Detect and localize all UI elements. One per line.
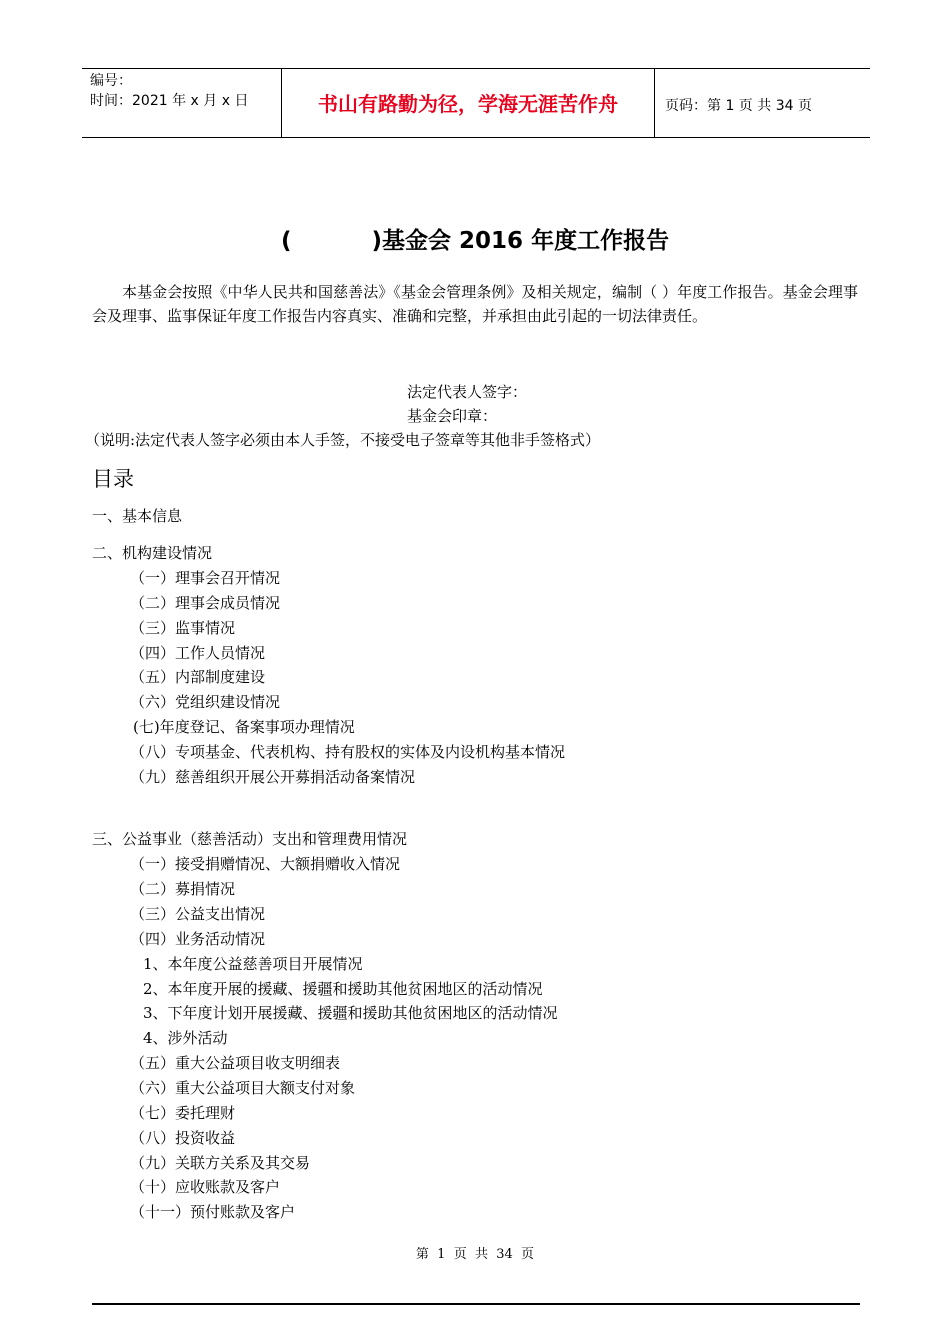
toc-item[interactable]: 4、涉外活动 xyxy=(143,1029,228,1047)
toc-item[interactable]: 一、基本信息 xyxy=(92,507,183,525)
toc-item[interactable]: （五）内部制度建设 xyxy=(130,668,266,686)
footer-page-number: 第 1 页 共 34 页 xyxy=(415,1247,535,1262)
header-cell-meta xyxy=(82,69,282,137)
foundation-seal-label: 基金会印章： xyxy=(407,407,498,425)
toc-item[interactable]: （二）理事会成员情况 xyxy=(130,594,281,612)
toc-item[interactable]: （九）慈善组织开展公开募捐活动备案情况 xyxy=(130,768,416,786)
toc-item[interactable]: （六）党组织建设情况 xyxy=(130,693,281,711)
header-cell-page xyxy=(655,69,870,137)
toc-item[interactable]: （一）接受捐赠情况、大额捐赠收入情况 xyxy=(130,855,401,873)
number-label: 编号： xyxy=(90,73,132,89)
toc-heading: 目录 xyxy=(92,467,134,491)
toc-item[interactable]: (七)年度登记、备案事项办理情况 xyxy=(133,718,355,736)
toc-item[interactable]: （八）专项基金、代表机构、持有股权的实体及内设机构基本情况 xyxy=(130,743,566,761)
signature-note: （说明:法定代表人签字必须由本人手签，不接受电子签章等其他非手签格式） xyxy=(85,431,601,449)
header-table xyxy=(82,68,870,138)
toc-item[interactable]: （七）委托理财 xyxy=(130,1104,236,1122)
toc-item[interactable]: 二、机构建设情况 xyxy=(92,544,213,562)
toc-item[interactable]: 2、本年度开展的援藏、援疆和援助其他贫困地区的活动情况 xyxy=(143,980,543,998)
toc-item[interactable]: （二）募捐情况 xyxy=(130,880,236,898)
toc-item[interactable]: （三）公益支出情况 xyxy=(130,905,266,923)
toc-item[interactable]: （十）应收账款及客户 xyxy=(130,1178,281,1196)
legal-rep-signature-label: 法定代表人签字： xyxy=(407,383,528,401)
toc-item[interactable]: （六）重大公益项目大额支付对象 xyxy=(130,1079,356,1097)
report-title: ( )基金会 2016 年度工作报告 xyxy=(280,228,670,254)
toc-item[interactable]: （十一）预付账款及客户 xyxy=(130,1203,296,1221)
time-label: 时间：2021 年 x 月 x 日 xyxy=(90,93,249,109)
toc-item[interactable]: 三、公益事业（慈善活动）支出和管理费用情况 xyxy=(92,830,408,848)
toc-item[interactable]: （九）关联方关系及其交易 xyxy=(130,1154,311,1172)
toc-item[interactable]: （一）理事会召开情况 xyxy=(130,569,281,587)
toc-item[interactable]: （八）投资收益 xyxy=(130,1129,236,1147)
toc-item[interactable]: （三）监事情况 xyxy=(130,619,236,637)
footer-divider xyxy=(92,1303,860,1305)
page-info: 页码：第 1 页 共 34 页 xyxy=(665,98,812,114)
toc-item[interactable]: （四）业务活动情况 xyxy=(130,930,266,948)
intro-paragraph: 本基金会按照《中华人民共和国慈善法》《基金会管理条例》及相关规定，编制（ ）年度工作报告。基金会理事会及理事、监事保证年度工作报告内容真实、准确和完整，并承担由此引起的一切法律责任。 xyxy=(92,283,858,325)
toc-item[interactable]: 1、本年度公益慈善项目开展情况 xyxy=(143,955,363,973)
motto-text: 书山有路勤为径，学海无涯苦作舟 xyxy=(318,92,618,116)
header-cell-motto xyxy=(282,69,655,137)
toc-item[interactable]: （四）工作人员情况 xyxy=(130,644,266,662)
toc-item[interactable]: （五）重大公益项目收支明细表 xyxy=(130,1054,341,1072)
toc-item[interactable]: 3、下年度计划开展援藏、援疆和援助其他贫困地区的活动情况 xyxy=(143,1004,558,1022)
